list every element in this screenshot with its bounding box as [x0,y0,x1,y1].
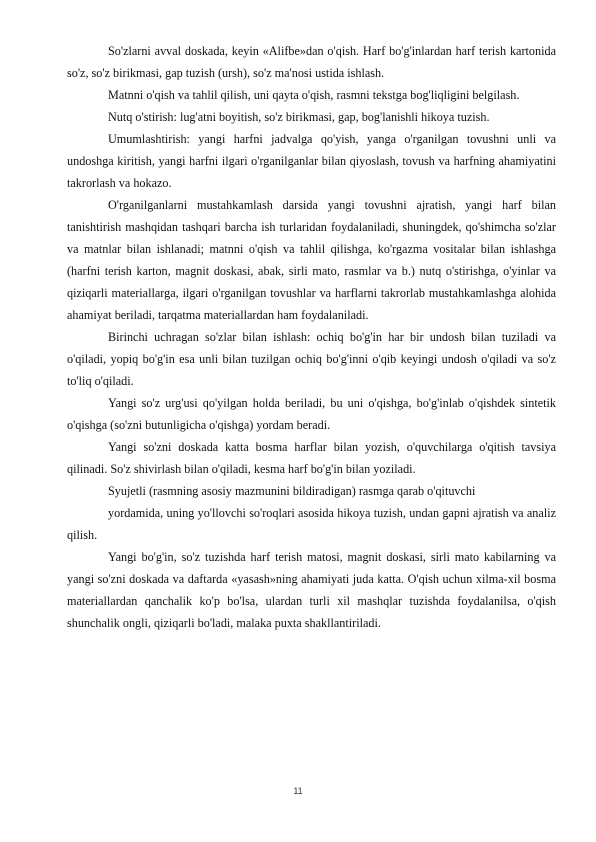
page-number: 11 [293,786,303,796]
paragraph: Nutq o'stirish: lug'atni boyitish, so'z birikmasi, gap, bog'lanishli hikoya tuzish. [108,110,490,124]
document-body [67,40,556,634]
paragraph: Umumlashtirish: yangi harfni jadvalga qo'yish, yanga o'rganilgan tovushni unli va undoshga kiritish, yangi harfni ilgari o'rganilganlar bilan qiyoslash, tovush va harfning ahamiyatini takrorlash va hokazo. [67,132,556,190]
paragraph: Birinchi uchragan so'zlar bilan ishlash: ochiq bo'g'in har bir undosh bilan tuziladi va o'qiladi, yopiq bo'g'in esa unli bilan tuzilgan ochiq bo'g'inni o'qib keyingi undosh o'qiladi va so'z to'liq o'qiladi. [67,330,556,388]
paragraph: O'rganilganlarni mustahkamlash darsida yangi tovushni ajratish, yangi harf bilan tanishtirish mashqidan tashqari barcha ish turlaridan foydalaniladi, shuningdek, qo'shimcha so'zlar va matnlar bilan ishlanadi; matnni o'qish va tahlil qilishga, ko'rgazma vositalar bilan ishlashga (harfni terish karton, magnit doskasi, abak, sirli mato, rasmlar va b.) nutq o'stirishga, o'yinlar va qiziqarli materiallarga, ilgari o'rganilgan tovushlar va harflarni takrorlab mustahkamlashga alohida ahamiyat beriladi, tarqatma materiallardan ham foydalaniladi. [67,198,556,322]
paragraph: Yangi so'zni doskada katta bosma harflar bilan yozish, o'quvchilarga o'qitish tavsiya qilinadi. So'z shivirlash bilan o'qiladi, kesma harf bo'g'in bilan yoziladi. [67,440,556,476]
paragraph: So'zlarni avval doskada, keyin «Alifbe»dan o'qish. Harf bo'g'inlardan harf terish kartonida so'z, so'z birikmasi, gap tuzish (ursh), so'z ma'nosi ustida ishlash. [67,44,556,80]
paragraph: Matnni o'qish va tahlil qilish, uni qayta o'qish, rasmni tekstga bog'liqligini belgilash. [108,88,520,102]
paragraph: Syujetli (rasmning asosiy mazmunini bildiradigan) rasmga qarab o'qituvchi [108,484,476,498]
paragraph: yordamida, uning yo'llovchi so'roqlari asosida hikoya tuzish, undan gapni ajratish va analiz qilish. [67,506,556,542]
paragraph: Yangi so'z urg'usi qo'yilgan holda beriladi, bu uni o'qishga, bo'g'inlab o'qishdek sintetik o'qishga (so'zni butunligicha o'qishga) yordam beradi. [67,396,556,432]
paragraph: Yangi bo'g'in, so'z tuzishda harf terish matosi, magnit doskasi, sirli mato kabilarning va yangi so'zni doskada va daftarda «yasash»ning ahamiyati juda katta. O'qish uchun xilma-xil bosma materiallardan qanchalik ko'p bo'lsa, ulardan turli xil mashqlar tuzishda foydalanilsa, o'qish shunchalik ongli, qiziqarli bo'ladi, malaka puxta shakllantiriladi. [67,550,556,630]
